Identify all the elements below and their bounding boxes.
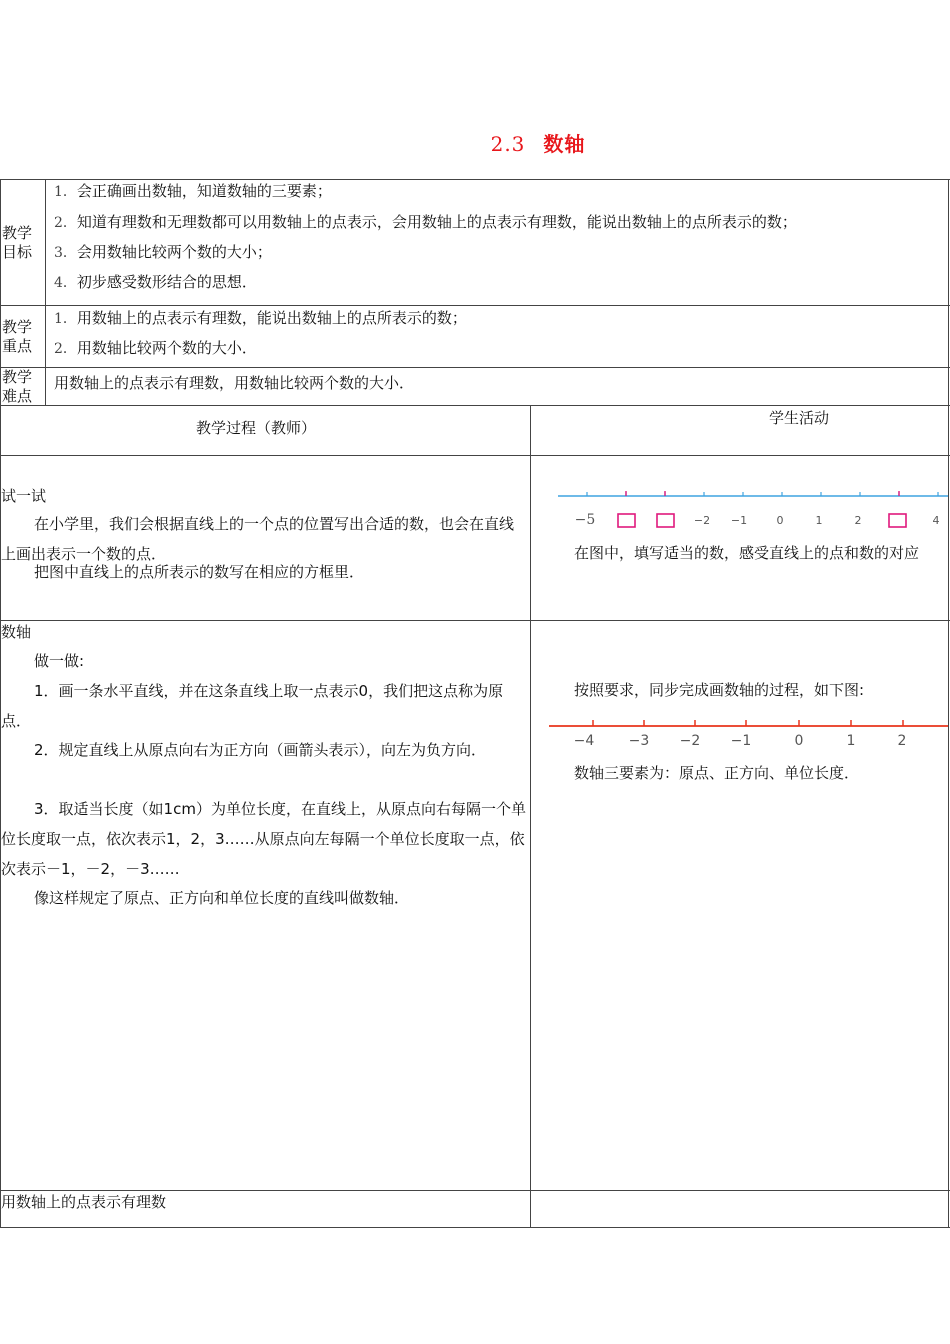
table-row-divider: [0, 405, 950, 406]
axis-label: 0: [776, 514, 784, 527]
section3-heading: 用数轴上的点表示有理数: [1, 1193, 167, 1211]
axis-ticks: [593, 720, 903, 726]
student-header: 学生活动: [769, 409, 830, 427]
table-row-divider: [0, 620, 950, 621]
objective-item: 3．会用数轴比较两个数的大小；: [54, 243, 272, 261]
section2-heading: 数轴: [1, 623, 32, 641]
label-column-divider: [45, 179, 46, 405]
axis-label: 1: [846, 733, 856, 749]
answer-box[interactable]: [657, 514, 674, 527]
section1-para1: 在小学里，我们会根据直线上的一个点的位置写出合适的数，也会在直线上画出表示一个数的点．: [1, 515, 515, 563]
key-point-item: 2．用数轴比较两个数的大小．: [54, 339, 257, 357]
difficulties-text: 用数轴上的点表示有理数，用数轴比较两个数的大小．: [54, 374, 415, 392]
axis-definition: 像这样规定了原点、正方向和单位长度的直线叫做数轴．: [34, 889, 410, 907]
axis-label: 1: [815, 514, 823, 527]
section1-para2: 把图中直线上的点所表示的数写在相应的方框里．: [34, 563, 365, 581]
axis-label: 4: [932, 514, 940, 527]
table-row-divider: [0, 1190, 950, 1191]
axis-label: −1: [730, 514, 748, 527]
page-title: [0, 128, 950, 157]
section2-student-intro: 按照要求，同步完成画数轴的过程，如下图:: [574, 681, 865, 699]
key-point-item: 1．用数轴上的点表示有理数，能说出数轴上的点所表示的数；: [54, 309, 467, 327]
section1-heading: 试一试: [1, 487, 47, 505]
axis-label: −3: [628, 733, 650, 749]
answer-box[interactable]: [889, 514, 906, 527]
objective-item: 2．知道有理数和无理数都可以用数轴上的点表示，会用数轴上的点表示有理数，能说出数轴上的点所表示的数；: [54, 213, 797, 231]
step-2: 2．规定直线上从原点向右为正方向（画箭头表示），向左为负方向．: [34, 741, 487, 759]
answer-box[interactable]: [618, 514, 635, 527]
objective-item: 1．会正确画出数轴，知道数轴的三要素；: [54, 182, 332, 200]
step-3: 3．取适当长度（如1cm）为单位长度，在直线上，从原点向右每隔一个单位长度取一点，依次表示1，2，3……从原点向左每隔一个单位长度取一点，依次表示－1，－2，－3……: [1, 800, 526, 878]
axis-label: −4: [573, 733, 595, 749]
objectives-label: 教学 目标: [2, 224, 33, 261]
axis-label: 2: [897, 733, 907, 749]
key-points-label: 教学 重点: [2, 318, 33, 355]
table-border-top: [0, 179, 950, 180]
section2-student-summary: 数轴三要素为：原点、正方向、单位长度．: [574, 764, 860, 782]
difficulties-label: 教学 难点: [2, 368, 33, 405]
axis-label: −5: [574, 512, 596, 528]
axis-label: −2: [679, 733, 701, 749]
axis-label: −2: [693, 514, 711, 527]
table-border-right: [948, 179, 949, 1227]
table-row-divider: [0, 367, 950, 368]
section1-student-text: 在图中，填写适当的数，感受直线上的点和数的对应: [574, 544, 920, 562]
title-number: 2.3: [490, 132, 526, 156]
step-1: 1．画一条水平直线，并在这条直线上取一点表示0，我们把这点称为原点．: [1, 682, 504, 730]
section2-sub: 做一做:: [34, 652, 85, 670]
objective-item: 4．初步感受数形结合的思想．: [54, 273, 257, 291]
axis-label: −1: [730, 733, 752, 749]
table-row-divider: [0, 305, 950, 306]
table-row-divider: [0, 455, 950, 456]
title-text: 数轴: [543, 132, 586, 156]
table-border-bottom: [0, 1227, 950, 1228]
teacher-header: 教学过程（教师）: [196, 419, 317, 437]
axis-label: 2: [854, 514, 862, 527]
number-line-exercise: [531, 480, 948, 540]
axis-label: 0: [794, 733, 804, 749]
number-line-drawn: [531, 712, 948, 752]
